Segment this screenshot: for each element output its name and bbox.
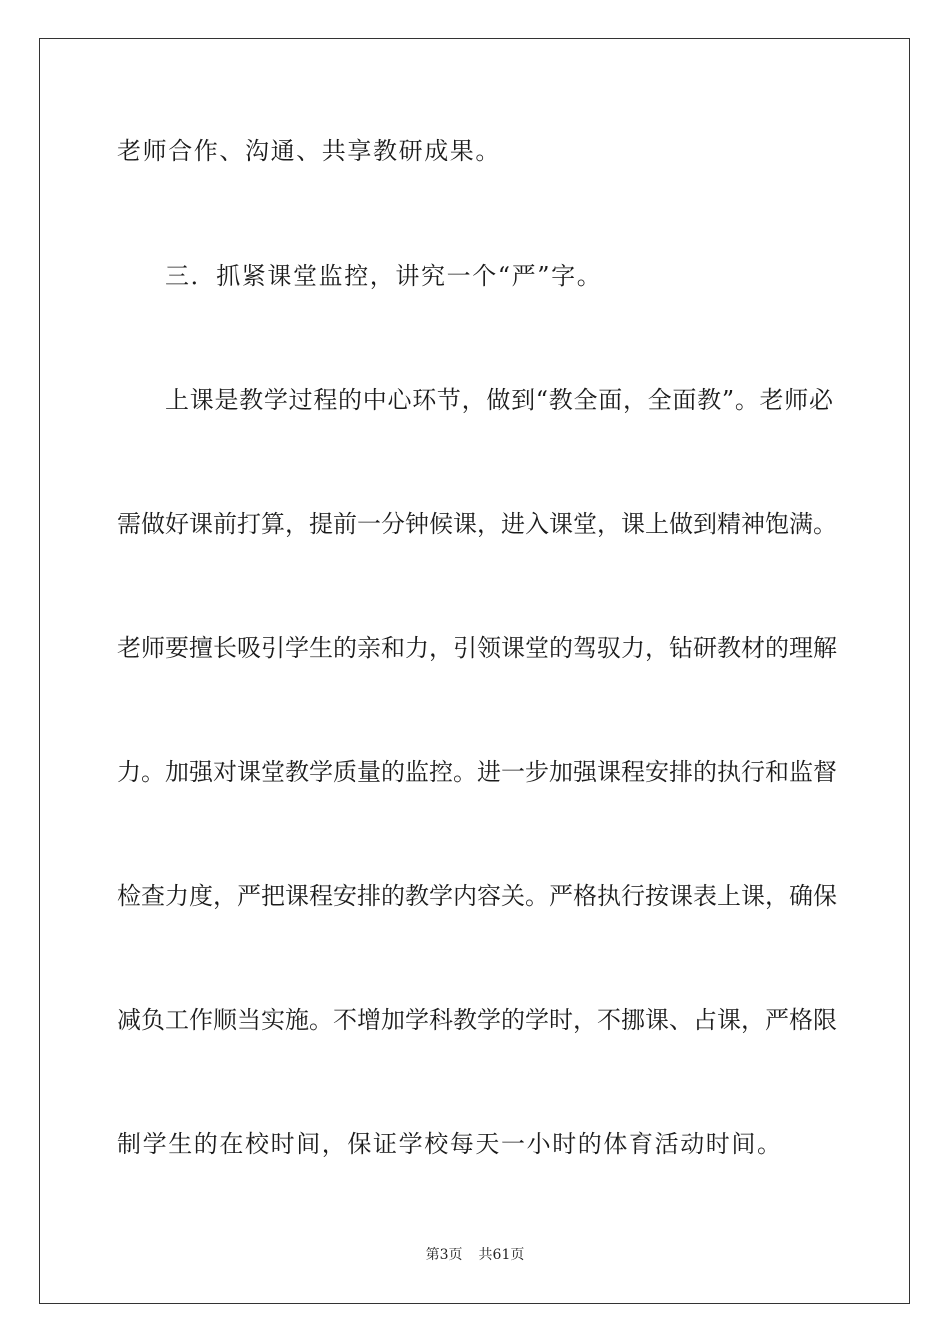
paragraph-line: 减负工作顺当实施。不增加学科教学的学时，不挪课、占课，严格限 — [117, 1006, 837, 1034]
paragraph-line: 制学生的在校时间，保证学校每天一小时的体育活动时间。 — [117, 1130, 783, 1158]
page-number: 第3页 — [425, 1247, 463, 1263]
section-heading: 三．抓紧课堂监控，讲究一个“严”字。 — [165, 262, 603, 290]
page-border — [39, 38, 910, 1304]
page-footer — [0, 1246, 950, 1264]
paragraph-line: 老师合作、沟通、共享教研成果。 — [117, 137, 501, 165]
paragraph-line: 老师要擅长吸引学生的亲和力，引领课堂的驾驭力，钻研教材的理解 — [117, 634, 837, 662]
total-pages: 共61页 — [478, 1247, 525, 1263]
paragraph-line: 需做好课前打算，提前一分钟候课，进入课堂，课上做到精神饱满。 — [117, 510, 837, 538]
paragraph-line: 上课是教学过程的中心环节，做到“教全面，全面教”。老师必 — [165, 386, 833, 414]
paragraph-line: 力。加强对课堂教学质量的监控。进一步加强课程安排的执行和监督 — [117, 758, 837, 786]
paragraph-line: 检查力度，严把课程安排的教学内容关。严格执行按课表上课，确保 — [117, 882, 837, 910]
